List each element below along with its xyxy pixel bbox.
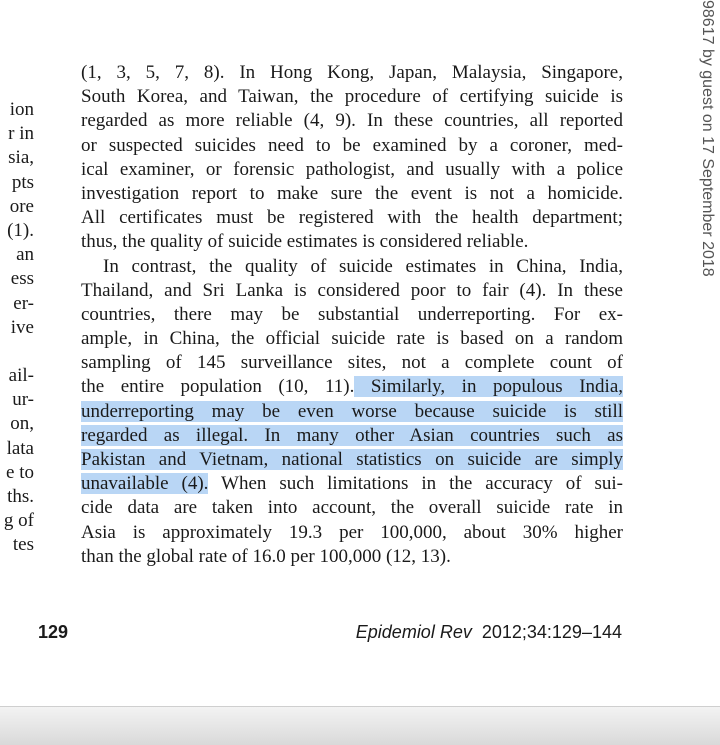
left-fragment: ess	[10, 268, 34, 290]
download-stamp: 98617 by guest on 17 September 2018	[699, 0, 716, 277]
text-line: investigation report to make sure the event is not a homicide.	[81, 182, 623, 204]
text-line: In contrast, the quality of suicide estimates in China, India,	[103, 255, 623, 277]
highlighted-text[interactable]: Similarly, in populous India,	[354, 376, 624, 398]
text-line	[81, 472, 623, 496]
left-fragment-gap	[0, 340, 34, 364]
journal-name: Epidemiol Rev	[355, 622, 472, 642]
text-line: than the global rate of 16.0 per 100,000 (12, 13).	[81, 545, 451, 567]
highlighted-text[interactable]: regarded as illegal. In many other Asian countries such as	[81, 424, 623, 446]
text-line: or suspected suicides need to be examined by a coroner, med-	[81, 134, 623, 156]
text-line: ample, in China, the official suicide rate is based on a random	[81, 328, 623, 350]
text-line: ical examiner, or forensic pathologist, and usually with a police	[81, 158, 623, 180]
left-fragment: an	[16, 244, 34, 266]
left-fragment: r in	[8, 123, 34, 145]
text-line: (1, 3, 5, 7, 8). In Hong Kong, Japan, Malaysia, Singapore,	[81, 62, 623, 83]
left-fragment: ive	[10, 316, 34, 338]
left-fragment: (1).	[7, 219, 34, 241]
text-line: South Korea, and Taiwan, the procedure of certifying suicide is	[81, 86, 623, 108]
highlighted-text[interactable]: unavailable (4).	[81, 473, 209, 495]
left-fragment: lata	[6, 437, 34, 459]
text-line: Asia is approximately 19.3 per 100,000, about 30% higher	[81, 521, 623, 543]
text-line	[81, 375, 623, 399]
text-line: countries, there may be substantial underreporting. For ex-	[81, 303, 623, 325]
left-fragment: ail-	[8, 365, 34, 387]
paragraph-2	[81, 255, 623, 569]
text-line	[81, 448, 623, 472]
left-fragment: tes	[12, 534, 34, 556]
left-fragment: g of	[3, 510, 34, 532]
page-number: 129	[38, 622, 69, 642]
journal-citation	[356, 622, 622, 643]
left-fragment: on,	[10, 413, 34, 435]
left-fragment: sia,	[8, 147, 34, 169]
text-line: Thailand, and Sri Lanka is considered poor to fair (4). In these	[81, 279, 623, 301]
text-line: cide data are taken into account, the overall suicide rate in	[81, 497, 623, 519]
left-fragment: ion	[9, 99, 34, 120]
left-fragment: pts	[11, 171, 34, 193]
text-line: regarded as more reliable (4, 9). In these countries, all reported	[81, 110, 623, 132]
left-fragment: ur-	[12, 389, 34, 411]
text-line	[81, 424, 623, 448]
highlighted-text[interactable]: underreporting may be even worse because suicide is still	[81, 400, 623, 422]
left-fragment: ths.	[7, 486, 34, 507]
paragraph-1	[81, 61, 623, 255]
text-line: All certificates must be registered with the health department;	[81, 207, 623, 229]
citation-volume: 2012;34:129–144	[481, 622, 622, 642]
left-fragment: e to	[6, 461, 34, 483]
highlighted-text[interactable]: Pakistan and Vietnam, national statistics on suicide are simply	[81, 449, 623, 470]
text-segment: When such limitations in the accuracy of sui-	[208, 473, 623, 495]
left-fragment: ore	[9, 195, 34, 217]
text-segment: the entire population (10, 11).	[81, 376, 355, 398]
left-fragment: er-	[13, 292, 34, 314]
viewer-bottom-bar	[0, 706, 720, 745]
left-column-fragments	[0, 98, 34, 558]
main-text-column[interactable]	[81, 61, 623, 569]
text-line: sampling of 145 surveillance sites, not a complete count of	[81, 352, 623, 374]
text-line: thus, the quality of suicide estimates is considered reliable.	[81, 231, 529, 253]
text-line	[81, 400, 623, 424]
